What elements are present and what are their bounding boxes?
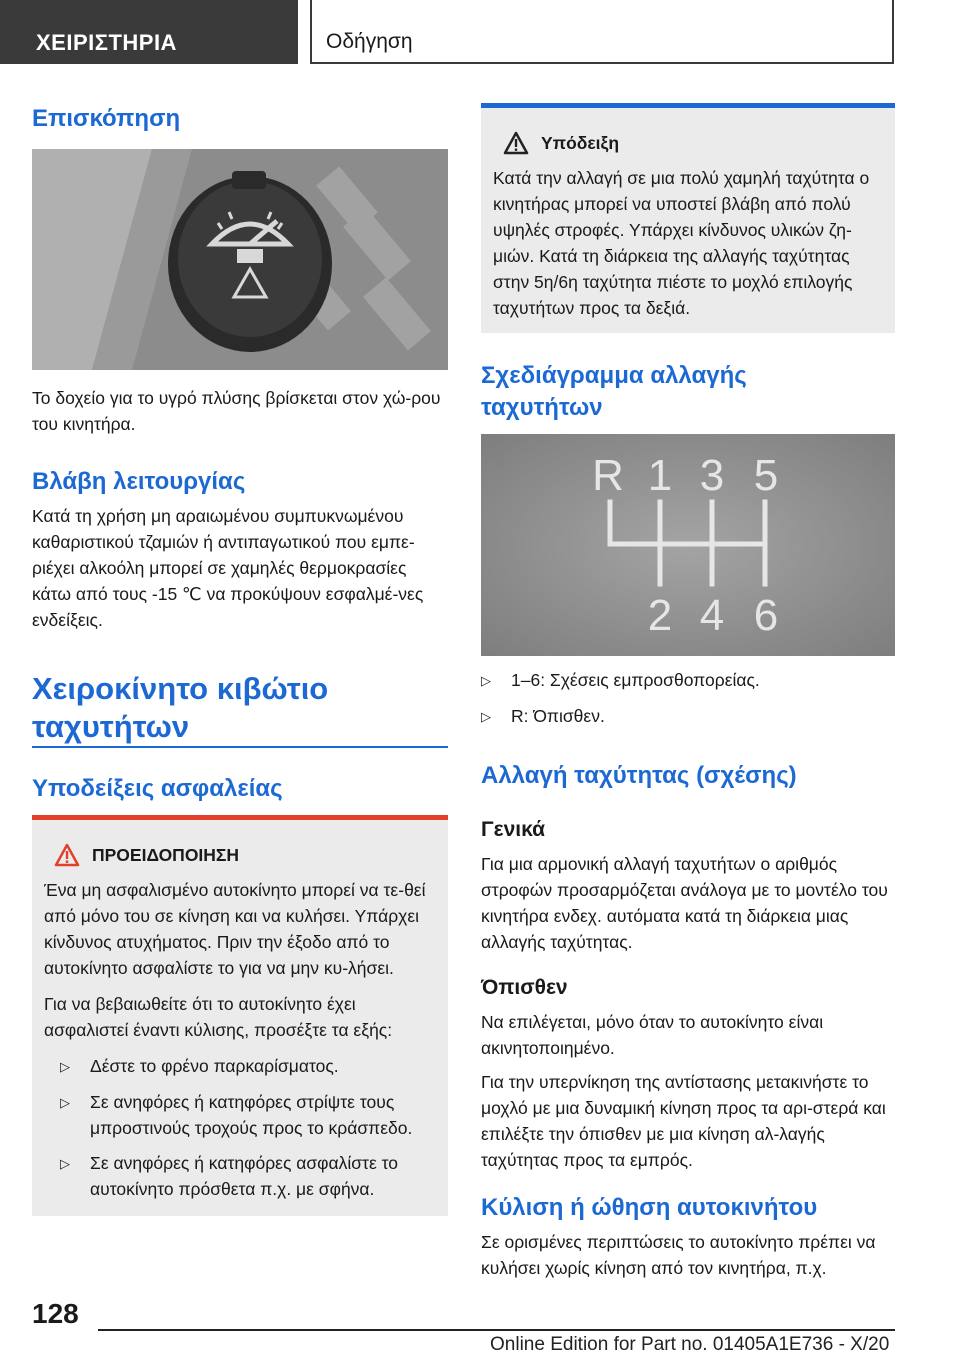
diagram-title-line-2: ταχυτήτων (481, 394, 603, 421)
list-item: ▷ Δέστε το φρένο παρκαρίσματος. (60, 1053, 436, 1080)
warning-label: ΠΡΟΕΙΔΟΠΟΙΗΣΗ (92, 844, 240, 865)
overview-title: Επισκόπηση (32, 105, 181, 132)
general-title: Γενικά (481, 818, 546, 841)
list-item: ▷ Σε ανηφόρες ή κατηφόρες ασφαλίστε το αυτοκίνητο πρόσθετα π.χ. με σφήνα. (60, 1150, 436, 1202)
shift-diagram-title (481, 360, 895, 424)
gear-label-6: 6 (753, 591, 779, 640)
diagram-legend (481, 667, 895, 730)
gear-label-4: 4 (699, 591, 725, 640)
section-label: ΧΕΙΡΙΣΤΗΡΙΑ (36, 30, 177, 55)
rolling-text: Σε ορισμένες περιπτώσεις το αυτοκίνητο πρέπει να κυλήσει χωρίς κίνηση από τον κινητήρα, π.χ. (481, 1232, 876, 1278)
bullet-triangle-icon: ▷ (481, 709, 491, 724)
hint-label: Υπόδειξη (541, 132, 620, 153)
malfunction-title: Βλάβη λειτουργίας (32, 468, 246, 495)
gear-label-5: 5 (753, 451, 779, 500)
rolling-title: Κύλιση ή ώθηση αυτοκινήτου (481, 1194, 818, 1221)
gear-change-title: Αλλαγή ταχύτητας (σχέσης) (481, 762, 797, 789)
manual-gearbox-title (32, 670, 448, 746)
caution-triangle-icon (503, 131, 529, 155)
bullet-triangle-icon: ▷ (60, 1156, 70, 1171)
page-number: 128 (32, 1298, 79, 1329)
warning-paragraph-2: Για να βεβαιωθείτε ότι το αυτοκίνητο έχει ασφαλιστεί έναντι κύλισης, προσέξτε τα εξής: (44, 994, 393, 1040)
footer-rule (98, 1329, 895, 1331)
section-tab (0, 0, 298, 64)
gear-label-2: 2 (647, 591, 673, 640)
reverse-paragraph-2: Για την υπερνίκηση της αντίστασης μετακινήστε το μοχλό με μια δυναμική κίνηση προς τα αρι-στερά και επιλέξτε την όπισθεν με μια κίνηση αλ-λαγής ταχύτητας προς τα εμπρός. (481, 1072, 886, 1170)
gear-label-r: R (592, 451, 624, 500)
manual-title-line-2: ταχυτήτων (32, 709, 190, 744)
washer-cap-illustration (32, 149, 448, 370)
bullet-triangle-icon: ▷ (60, 1095, 70, 1110)
reverse-paragraph-1: Να επιλέγεται, μόνο όταν το αυτοκίνητο είναι ακινητοποιημένο. (481, 1012, 824, 1058)
washer-reservoir-photo (32, 149, 448, 370)
section-divider (32, 746, 448, 748)
warning-box (32, 820, 448, 1216)
bullet-triangle-icon: ▷ (60, 1059, 70, 1074)
gear-shift-diagram (481, 434, 895, 656)
hint-box (481, 108, 895, 333)
list-item: ▷ Σε ανηφόρες ή κατηφόρες στρίψτε τους μπροστινούς τροχούς προς το κράσπεδο. (60, 1089, 436, 1141)
gear-label-1: 1 (647, 451, 673, 500)
edition-text: Online Edition for Part no. 01405A1E736 - X/20 (490, 1334, 890, 1355)
warning-triangle-icon (54, 843, 80, 867)
bullet-triangle-icon: ▷ (481, 673, 491, 688)
reverse-title: Όπισθεν (481, 976, 568, 999)
gear-label-3: 3 (699, 451, 725, 500)
malfunction-text: Κατά τη χρήση μη αραιωμένου συμπυκνωμένου καθαριστικού τζαμιών ή αντιπαγωτικού που εμπε-ριέχει αλκοόλη μπορεί σε χαμηλές θερμοκρασίες κάτω από τους -15 ℃ να προκύψουν εσφαλμέ-νες ενδείξεις. (32, 506, 424, 630)
shift-pattern (481, 434, 895, 656)
chapter-label: Οδήγηση (326, 30, 413, 53)
warning-paragraph-1: Ένα μη ασφαλισμένο αυτοκίνητο μπορεί να τε-θεί από μόνο του σε κίνηση και να κυλήσει. Υπάρχει κίνδυνος ατυχήματος. Πριν την έξοδο από το αυτοκίνητο ασφαλίστε το για να μην κυ-λήσει. (44, 880, 426, 978)
diagram-title-line-1: Σχεδιάγραμμα αλλαγής (481, 362, 747, 389)
manual-title-line-1: Χειροκίνητο κιβώτιο (32, 671, 329, 706)
chapter-tab (310, 0, 894, 64)
list-item: ▷ 1–6: Σχέσεις εμπροσθοπορείας. (481, 667, 895, 694)
photo-caption: Το δοχείο για το υγρό πλύσης βρίσκεται στον χώ-ρου του κινητήρα. (32, 388, 441, 434)
general-text: Για μια αρμονική αλλαγή ταχυτήτων ο αριθμός στροφών προσαρμόζεται ανάλογα με το μοντέλο του κινητήρα ενδεχ. αυτόματα κατά τη διάρκεια μιας αλλαγής ταχύτητας. (481, 854, 888, 952)
safety-title: Υποδείξεις ασφαλείας (32, 775, 283, 802)
hint-text: Κατά την αλλαγή σε μια πολύ χαμηλή ταχύτητα ο κινητήρας μπορεί να υποστεί βλάβη από πολύ υψηλές στροφές. Υπάρχει κίνδυνος υλικών ζη-μιών. Κατά τη διάρκεια της αλλαγής ταχύτητας στην 5η/6η ταχύτητα πιέστε το μοχλό επιλογής ταχυτήτων προς τα δεξιά. (493, 168, 870, 318)
list-item: ▷ R: Όπισθεν. (481, 703, 895, 730)
